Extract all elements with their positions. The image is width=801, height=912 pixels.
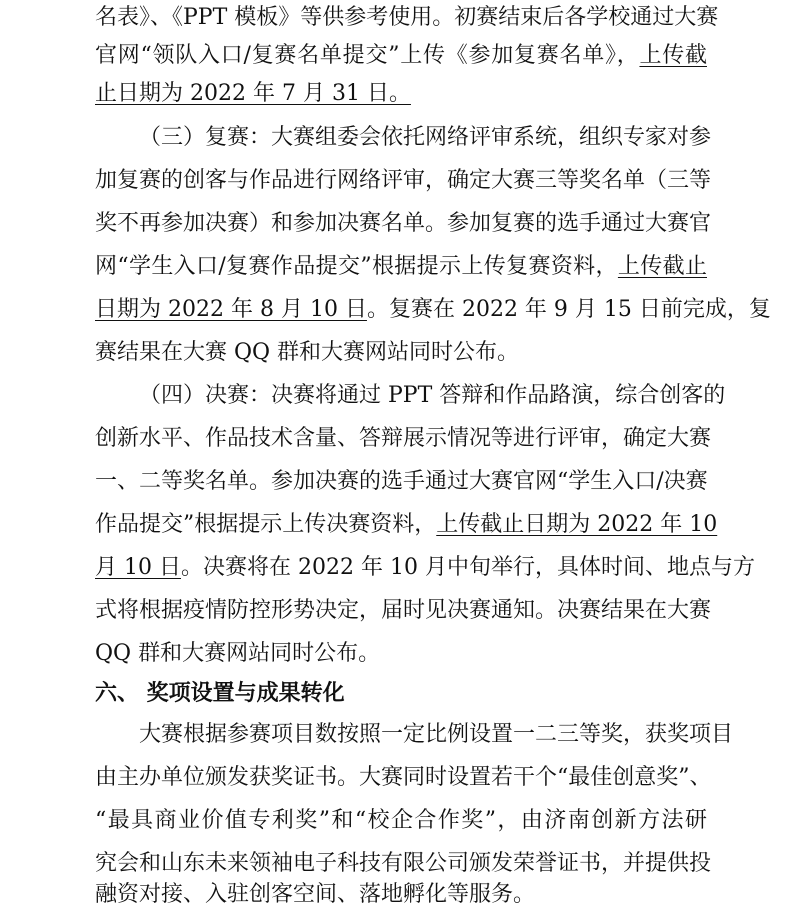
final-line-1 bbox=[139, 381, 726, 411]
semifinal-line-5 bbox=[95, 295, 771, 325]
final-deadline-part-1: 上传截止日期为 2022 年 10 bbox=[436, 512, 718, 537]
semifinal-text-2: 加复赛的创客与作品进行网络评审，确定大赛三等奖名单（三等 bbox=[95, 168, 712, 193]
semifinal-deadline-part-1: 上传截止 bbox=[617, 254, 707, 279]
awards-line-3 bbox=[95, 806, 707, 836]
semifinal-text-5: 。复赛在 2022 年 9 月 15 日前完成，复 bbox=[366, 297, 771, 322]
awards-text-2: 由主办单位颁发获奖证书。大赛同时设置若干个“最佳创意奖”、 bbox=[95, 765, 712, 790]
awards-line-4 bbox=[95, 849, 712, 879]
final-text-4: 作品提交”根据提示上传决赛资料， bbox=[95, 512, 437, 537]
awards-text-4: 究会和山东未来领袖电子科技有限公司颁发荣誉证书，并提供投 bbox=[95, 851, 712, 876]
semifinal-line-1 bbox=[139, 123, 712, 153]
semifinal-line-4 bbox=[95, 252, 707, 282]
final-text-1: （四）决赛：决赛将通过 PPT 答辩和作品路演，综合创客的 bbox=[139, 383, 726, 408]
final-line-4 bbox=[95, 510, 718, 540]
awards-text-5: 融资对接、入驻创客空间、落地孵化等服务。 bbox=[95, 882, 536, 907]
prelim-deadline-part-1: 上传截 bbox=[639, 43, 707, 68]
prelim-text-1: 名表》、《PPT 模板》等供参考使用。初赛结束后各学校通过大赛 bbox=[95, 5, 719, 30]
semifinal-text-6: 赛结果在大赛 QQ 群和大赛网站同时公布。 bbox=[95, 340, 520, 365]
final-deadline-part-2: 月 10 日 bbox=[95, 555, 181, 580]
final-line-7 bbox=[95, 639, 707, 669]
semifinal-line-3 bbox=[95, 209, 712, 239]
semifinal-line-6 bbox=[95, 338, 707, 368]
final-line-5 bbox=[95, 553, 755, 583]
prelim-line-2 bbox=[95, 41, 707, 71]
awards-line-1 bbox=[139, 720, 734, 750]
semifinal-text-3: 奖不再参加决赛）和参加决赛名单。参加复赛的选手通过大赛官 bbox=[95, 211, 712, 236]
awards-text-1: 大赛根据参赛项目数按照一定比例设置一二三等奖，获奖项目 bbox=[139, 722, 734, 747]
awards-line-5 bbox=[95, 880, 707, 910]
final-text-5: 。决赛将在 2022 年 10 月中旬举行，具体时间、地点与方 bbox=[180, 555, 755, 580]
section-six-heading: 六、 奖项设置与成果转化 bbox=[95, 681, 345, 706]
prelim-line-1 bbox=[95, 3, 719, 33]
final-line-2 bbox=[95, 424, 712, 454]
semifinal-deadline-part-2: 日期为 2022 年 8 月 10 日 bbox=[95, 297, 367, 322]
semifinal-text-4: 网“学生入口/复赛作品提交”根据提示上传复赛资料， bbox=[95, 254, 618, 279]
prelim-text-2: 官网“领队入口/复赛名单提交”上传《参加复赛名单》， bbox=[95, 43, 640, 68]
final-text-6: 式将根据疫情防控形势决定，届时见决赛通知。决赛结果在大赛 bbox=[95, 598, 712, 623]
final-text-2: 创新水平、作品技术含量、答辩展示情况等进行评审，确定大赛 bbox=[95, 426, 712, 451]
final-line-3 bbox=[95, 467, 707, 497]
prelim-line-3 bbox=[95, 79, 707, 109]
awards-text-3: “最具商业价值专利奖”和“校企合作奖”，由济南创新方法研 bbox=[95, 808, 707, 833]
semifinal-text-1: （三）复赛：大赛组委会依托网络评审系统，组织专家对参 bbox=[139, 125, 712, 150]
semifinal-line-2 bbox=[95, 166, 712, 196]
final-text-3: 一、二等奖名单。参加决赛的选手通过大赛官网“学生入口/决赛 bbox=[95, 469, 708, 494]
final-text-7: QQ 群和大赛网站同时公布。 bbox=[95, 641, 381, 666]
prelim-deadline-part-2: 止日期为 2022 年 7 月 31 日。 bbox=[95, 81, 411, 106]
final-line-6 bbox=[95, 596, 712, 626]
awards-line-2 bbox=[95, 763, 712, 793]
